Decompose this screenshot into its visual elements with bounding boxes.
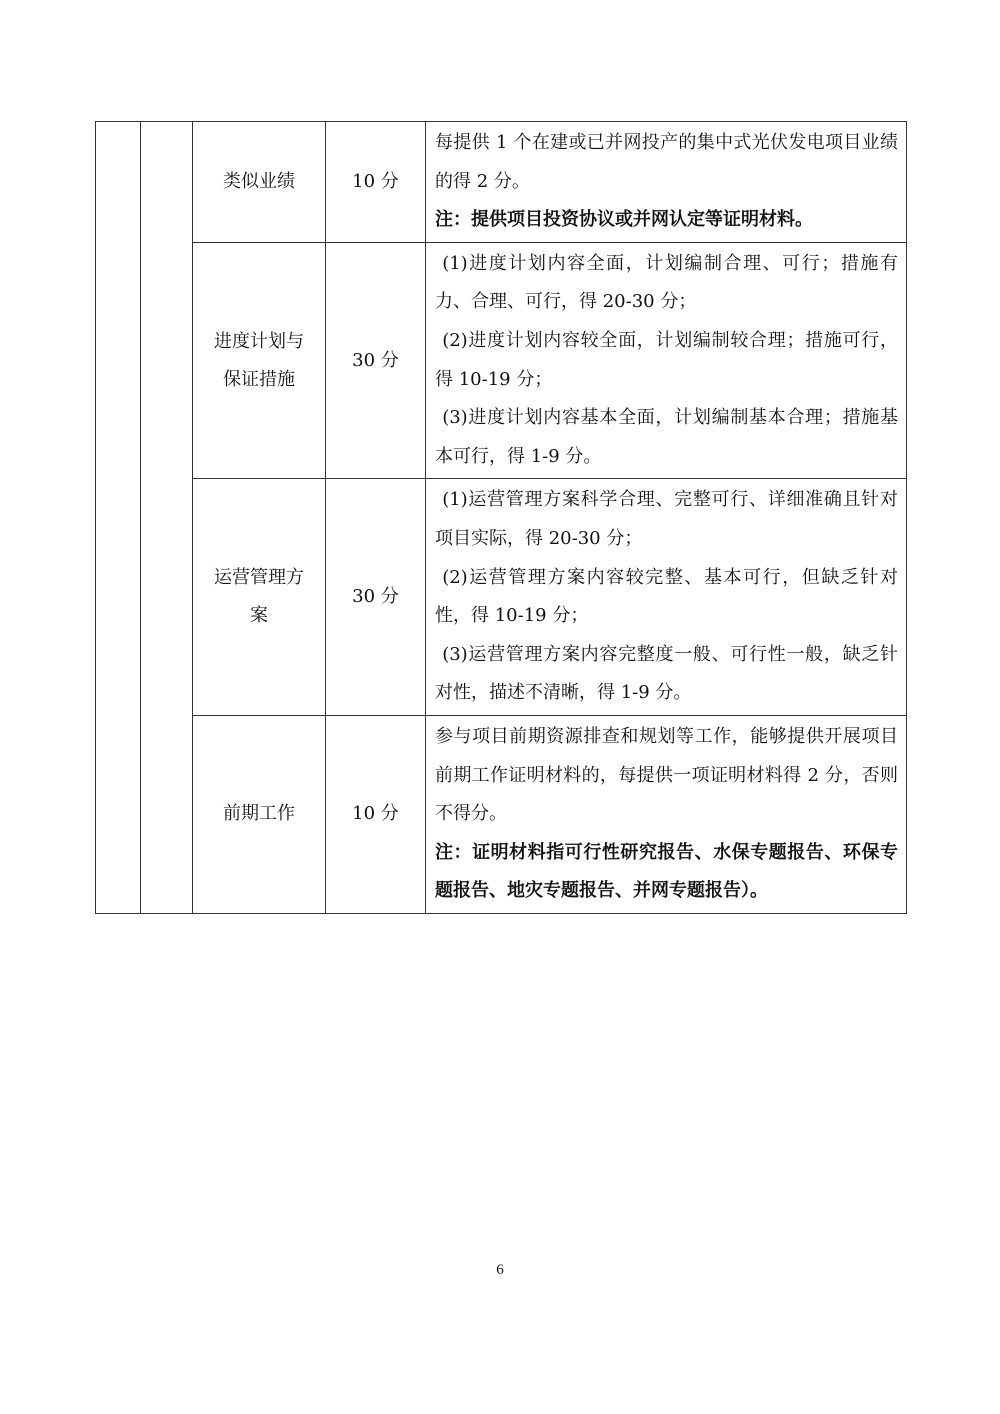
item-score-cell: [326, 122, 426, 243]
item-name-line: 进度计划与: [214, 330, 304, 352]
merged-subcategory-cell: [141, 122, 193, 914]
criteria-note: 注：提供项目投资协议或并网认定等证明材料。: [435, 209, 813, 231]
item-name: 类似业绩: [223, 170, 295, 192]
criteria-cell: [426, 242, 907, 479]
criteria-text: (2)运营管理方案内容较完整、基本可行，但缺乏针对性，得 10-19 分；: [435, 566, 898, 627]
item-name: 前期工作: [223, 803, 295, 825]
criteria-text: (3)进度计划内容基本全面，计划编制基本合理；措施基本可行，得 1-9 分。: [435, 407, 898, 467]
item-name-line: 保证措施: [223, 368, 295, 390]
criteria-note: 注：证明材料指可行性研究报告、水保专题报告、环保专题报告、地灾专题报告、并网专题报告）。: [435, 841, 898, 902]
item-name-cell: [193, 479, 326, 716]
item-score: 30 分: [352, 349, 399, 371]
table-row: [96, 122, 907, 243]
criteria-text: (1)运营管理方案科学合理、完整可行、详细准确且针对项目实际，得 20-30 分；: [435, 489, 898, 549]
table-row: [96, 479, 907, 716]
item-name-cell: [193, 715, 326, 913]
scoring-table: [95, 121, 907, 914]
item-name-cell: [193, 122, 326, 243]
table-row: [96, 715, 907, 913]
criteria-text: 每提供 1 个在建或已并网投产的集中式光伏发电项目业绩的得 2 分。: [435, 132, 898, 192]
criteria-text: (1)进度计划内容全面，计划编制合理、可行；措施有力、合理、可行，得 20-30 分；: [435, 252, 898, 313]
criteria-cell: [426, 122, 907, 243]
item-score: 10 分: [352, 170, 399, 192]
merged-category-cell: [96, 122, 141, 914]
item-name-line: 运营管理方: [214, 567, 304, 589]
criteria-cell: [426, 479, 907, 716]
criteria-cell: [426, 715, 907, 913]
item-name-cell: [193, 242, 326, 479]
criteria-text: (3)运营管理方案内容完整度一般、可行性一般，缺乏针对性，描述不清晰，得 1-9 分。: [435, 643, 898, 704]
item-score-cell: [326, 242, 426, 479]
item-score: 10 分: [352, 803, 399, 825]
criteria-text: 参与项目前期资源排查和规划等工作，能够提供开展项目前期工作证明材料的，每提供一项证明材料得 2 分，否则不得分。: [435, 725, 898, 825]
item-score-cell: [326, 479, 426, 716]
item-score-cell: [326, 715, 426, 913]
criteria-text: (2)进度计划内容较全面，计划编制较合理；措施可行，得 10-19 分；: [435, 329, 898, 390]
item-name-line: 案: [250, 605, 268, 627]
item-score: 30 分: [352, 586, 399, 608]
table-row: [96, 242, 907, 479]
page-number: 6: [496, 1262, 504, 1278]
